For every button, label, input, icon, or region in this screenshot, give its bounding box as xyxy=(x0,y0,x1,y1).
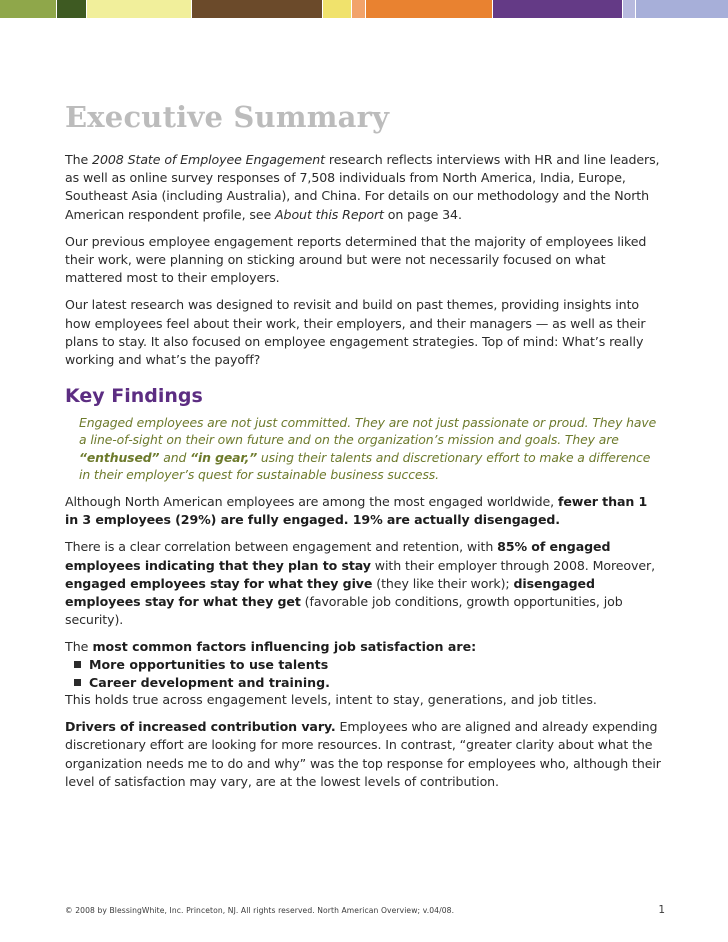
list-item xyxy=(74,656,661,673)
intro-p1-text-a: The xyxy=(65,152,93,167)
report-title: 2008 State of Employee Engagement xyxy=(92,152,325,167)
bullet-label: Career development and training. xyxy=(89,674,330,690)
quote-enthused: “enthused” xyxy=(79,449,160,465)
finding2-text-c: with their employer through 2008. Moreover, xyxy=(370,557,656,573)
satisfaction-factors-list xyxy=(74,656,661,691)
band-periwinkle xyxy=(636,0,728,18)
band-yellow xyxy=(323,0,351,18)
finding-engagement-levels xyxy=(65,493,661,529)
band-brown xyxy=(192,0,322,18)
color-band xyxy=(0,0,728,18)
finding1-text-a: Although North American employees are among the most engaged worldwide, xyxy=(65,494,558,510)
finding-job-satisfaction xyxy=(65,638,661,709)
band-olive xyxy=(0,0,56,18)
intro-paragraph-2: Our previous employee engagement reports determined that the majority of employees liked their work, were planning on sticking around but were not necessarily focused on what mattered most to their employers. xyxy=(65,233,647,286)
finding3-text-a: The xyxy=(65,639,93,655)
finding2-text-e: (they like their work); xyxy=(372,575,514,591)
quote-text-e: using their talents and discretionary effort to make a difference in their employer’s quest for sustainable business success. xyxy=(79,449,651,482)
finding4-bold: Drivers of increased contribution vary. xyxy=(65,719,336,735)
finding-contribution-drivers xyxy=(65,718,661,791)
band-orange xyxy=(366,0,492,18)
finding2-text-a: There is a clear correlation between engagement and retention, with xyxy=(65,539,498,555)
finding3-after: This holds true across engagement levels, intent to stay, generations, and job titles. xyxy=(65,692,597,708)
finding2-bold-f: disengaged employees stay for what they get xyxy=(65,575,595,610)
finding1-bold: fewer than 1 in 3 employees (29%) are fully engaged. 19% are actually disengaged. xyxy=(65,494,648,528)
band-light-yellow xyxy=(87,0,191,18)
finding2-bold-b: 85% of engaged employees indicating that they plan to stay xyxy=(65,539,611,573)
intro-p1-text-c: research reflects interviews with HR and line leaders, as well as online survey responses of 7,508 individuals from North America, India, Europe, Southeast Asia (including Australia), and China. For details on our methodology and the North American respondent profile, see xyxy=(65,152,660,222)
finding-retention xyxy=(65,538,661,629)
finding3-intro xyxy=(65,638,661,656)
band-peach xyxy=(352,0,365,18)
intro-p1-text-e: on page 34. xyxy=(383,206,462,222)
quote-in-gear: “in gear,” xyxy=(190,449,258,465)
intro-paragraph-3: Our latest research was designed to revisit and build on past themes, providing insights into how employees feel about their work, their employers, and their managers — as well as their plans to stay. It also focused on employee engagement strategies. Top of mind: What’s really working and what’s the payoff? xyxy=(65,297,646,368)
list-item xyxy=(74,674,661,691)
finding2-text-g: (favorable job conditions, growth opportunities, job security). xyxy=(65,594,623,628)
footer-copyright: © 2008 by BlessingWhite, Inc. Princeton, NJ. All rights reserved. North American Overview; v.04/08. xyxy=(65,906,455,915)
bullet-square-icon xyxy=(74,679,81,686)
finding3-bold: most common factors influencing job satisfaction are: xyxy=(92,639,477,655)
engagement-definition-quote xyxy=(79,414,661,483)
band-purple xyxy=(493,0,622,18)
bullet-square-icon xyxy=(74,661,81,668)
finding2-bold-d: engaged employees stay for what they give xyxy=(65,575,373,591)
page-number: 1 xyxy=(658,904,665,916)
main-content xyxy=(65,100,661,800)
page-title: Executive Summary xyxy=(65,100,390,134)
band-dark-olive xyxy=(57,0,86,18)
quote-text-c: and xyxy=(159,449,191,465)
band-lavender xyxy=(623,0,635,18)
finding4-text-b: Employees who are aligned and already expending discretionary effort are looking for more resources. In contrast, “greater clarity about what the organization needs me to do and why” was the top response for employees who, although their level of satisfaction may vary, are at the lowest levels of contribution. xyxy=(65,719,661,789)
bullet-label: More opportunities to use talents xyxy=(89,657,329,673)
key-findings-heading: Key Findings xyxy=(65,385,203,408)
quote-text-a: Engaged employees are not just committed. They are not just passionate or proud. They have a line-of-sight on their own future and on the organization’s mission and goals. They are xyxy=(79,415,657,448)
about-report-reference: About this Report xyxy=(275,206,384,222)
intro-paragraph-1 xyxy=(65,151,661,224)
